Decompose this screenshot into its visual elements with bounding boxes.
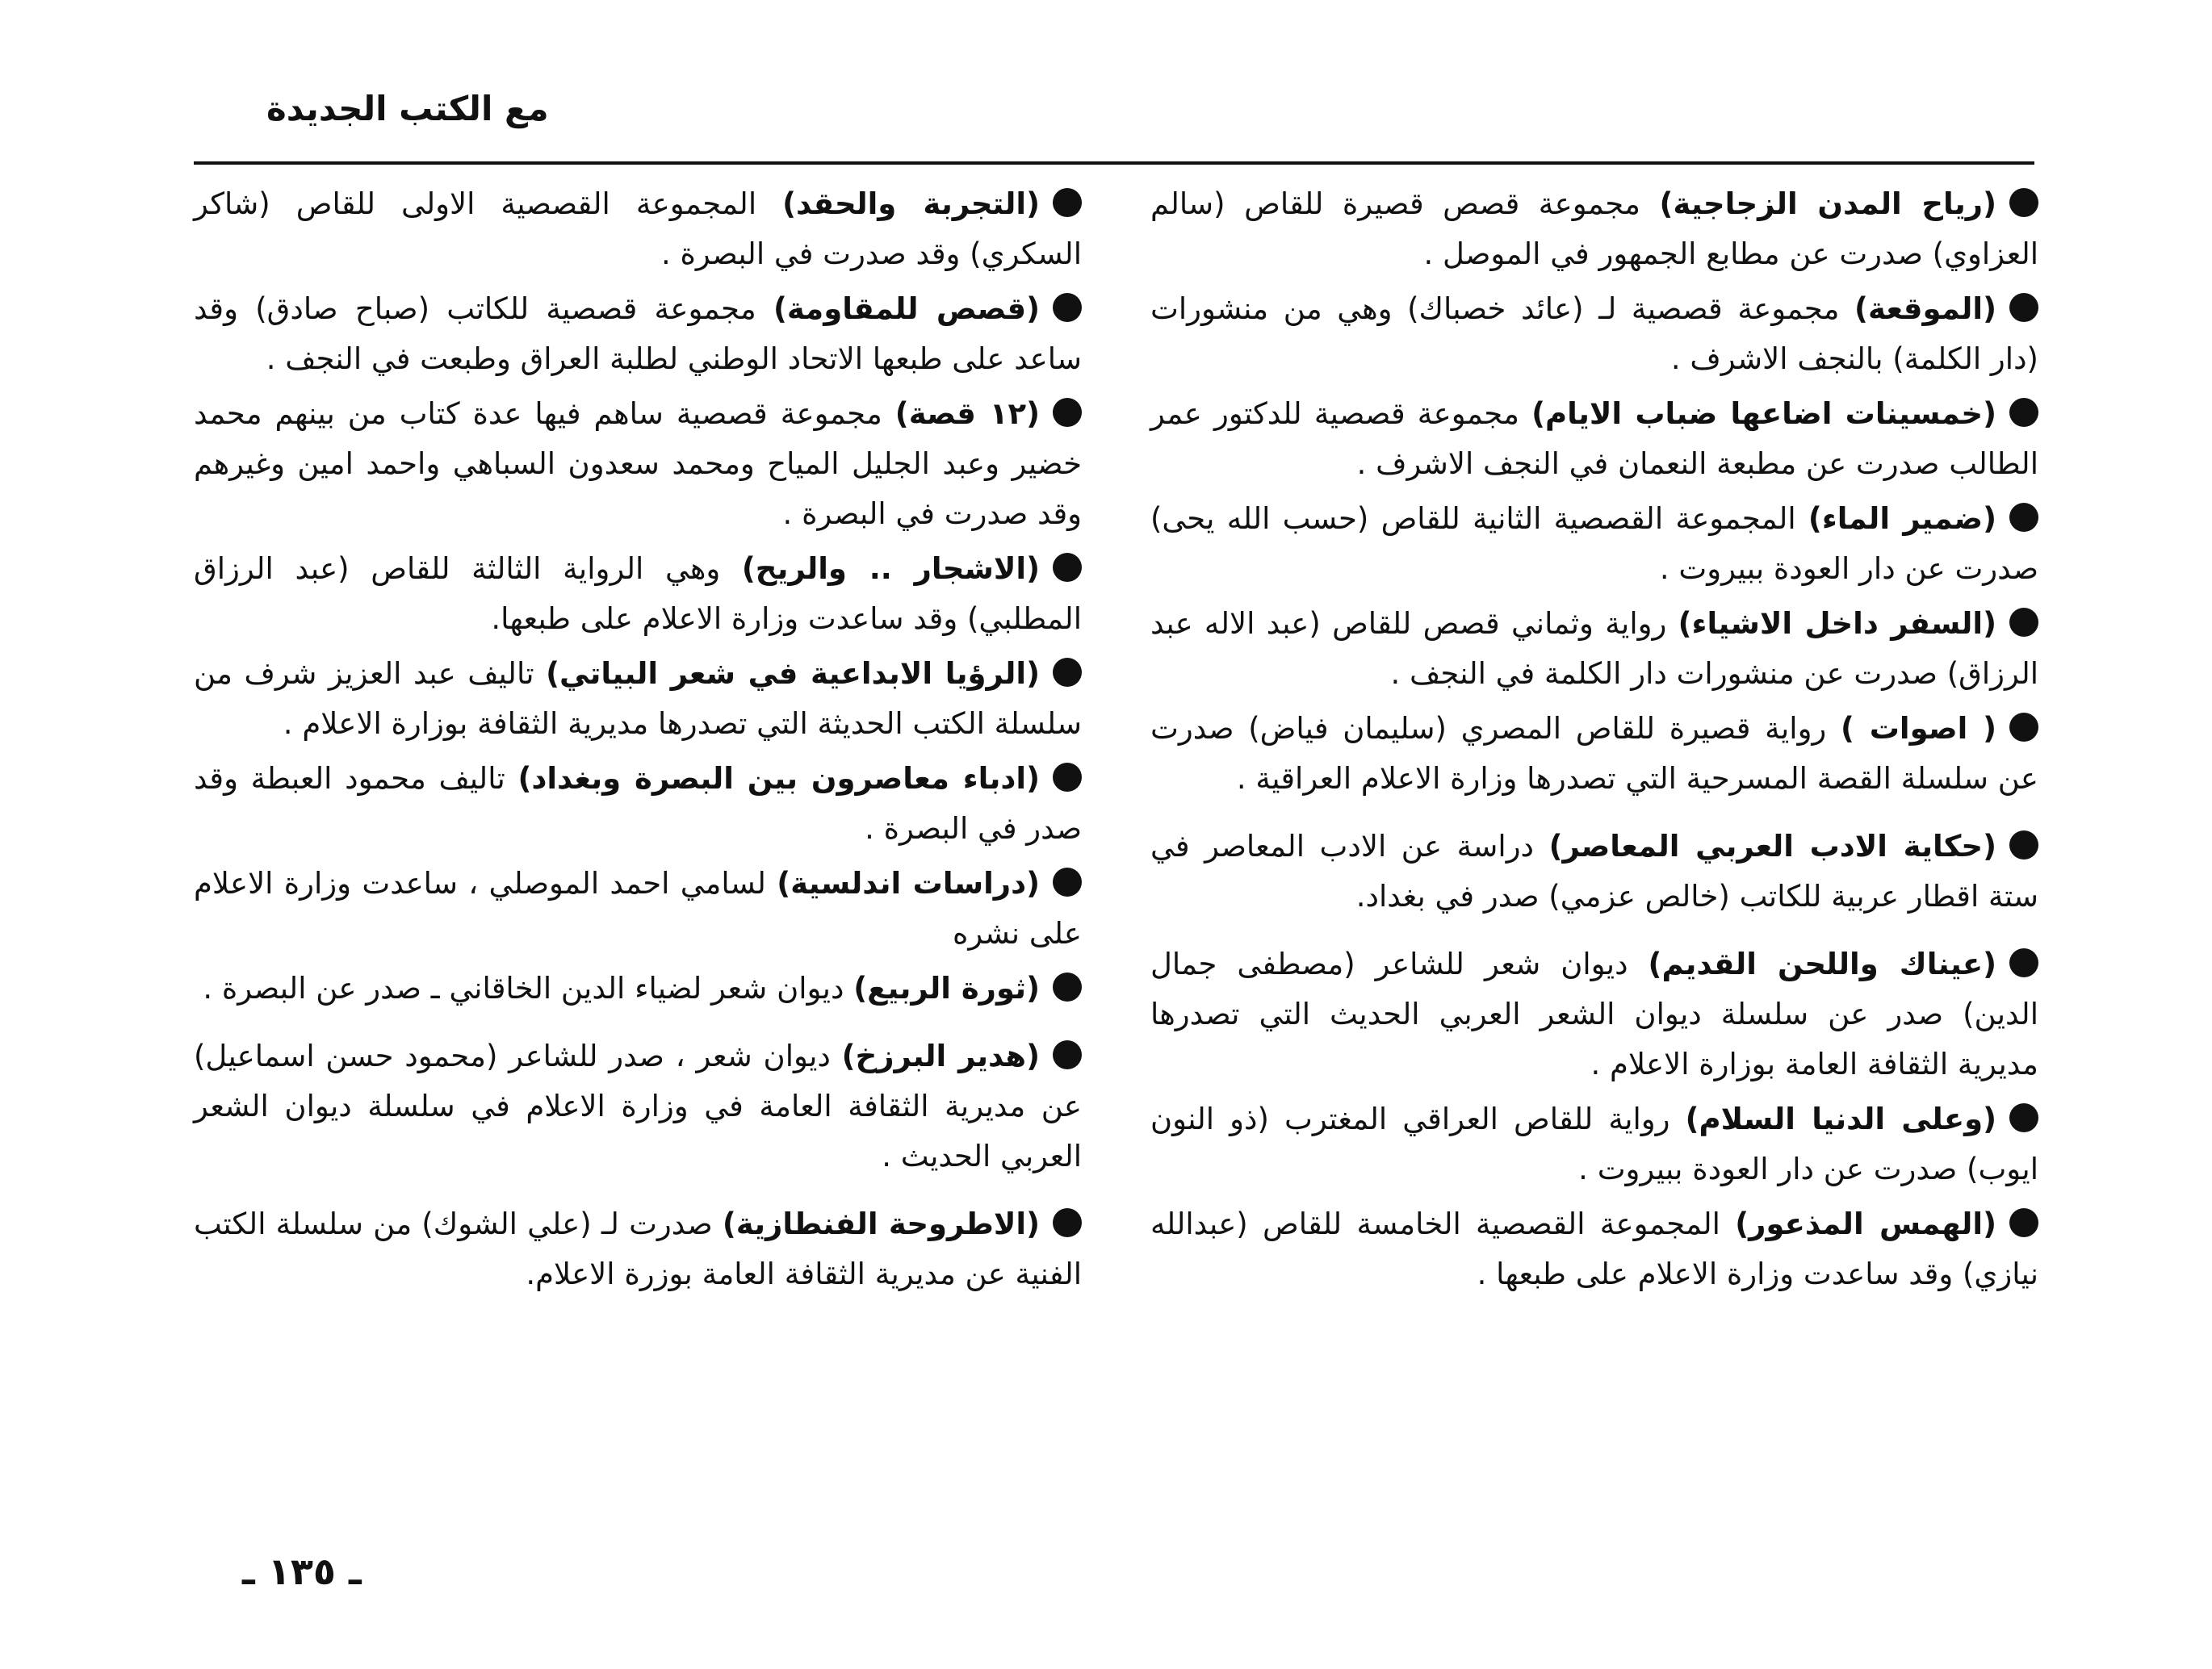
book-title: (رياح المدن الزجاجية) [1659,186,1997,221]
book-description: مجموعة قصصية لـ (عائد خصباك) وهي من منشورات (دار الكلمة) بالنجف الاشرف . [1150,291,2038,376]
book-title: (١٢ قصة) [894,396,1040,431]
bullet-icon [2009,1103,2038,1132]
book-entry [194,179,1082,279]
bullet-icon [2009,608,2038,637]
book-entry [1150,179,2038,279]
book-entry [194,1199,1082,1299]
page-number: ـ ١٣٥ ـ [242,1550,362,1593]
bullet-icon [1053,868,1082,897]
book-title: (هدير البرزخ) [841,1039,1040,1073]
book-description: رواية للقاص العراقي المغترب (ذو النون ايوب) صدرت عن دار العودة ببيروت . [1150,1102,2038,1186]
book-entry [194,649,1082,749]
right-column [1150,179,2038,1304]
book-title: (خمسينات اضاعها ضباب الايام) [1531,396,1996,431]
book-description: المجموعة القصصية الاولى للقاص (شاكر السكري) وقد صدرت في البصرة . [194,186,1082,271]
book-entry [194,754,1082,854]
book-description: رواية وثماني قصص للقاص (عبد الاله عبد الرزاق) صدرت عن منشورات دار الكلمة في النجف . [1150,606,2038,691]
book-description: وهي الرواية الثالثة للقاص (عبد الرزاق المطلبي) وقد ساعدت وزارة الاعلام على طبعها. [194,551,1082,636]
book-entry [194,389,1082,539]
book-entry [1150,822,2038,922]
book-title: ( اصوات ) [1841,711,1996,746]
book-description: مجموعة قصصية للكاتب (صباح صادق) وقد ساعد على طبعها الاتحاد الوطني لطلبة العراق وطبعت في النجف . [194,291,1082,376]
book-description: مجموعة قصصية للدكتور عمر الطالب صدرت عن مطبعة النعمان في النجف الاشرف . [1150,396,2038,481]
book-title: (قصص للمقاومة) [773,291,1040,326]
book-title: (وعلى الدنيا السلام) [1685,1102,1996,1136]
book-title: (الاطروحة الفنطازية) [722,1207,1040,1241]
book-title: (عيناك واللحن القديم) [1648,947,1997,981]
book-title: (دراسات اندلسية) [777,866,1040,901]
book-entry [1150,494,2038,594]
bullet-icon [1053,973,1082,1002]
bullet-icon [2009,713,2038,742]
book-description: ديوان شعر لضياء الدين الخاقاني ـ صدر عن البصرة . [203,971,854,1006]
book-description: ديوان شعر ، صدر للشاعر (محمود حسن اسماعيل) عن مديرية الثقافة العامة في وزارة الاعلام في سلسلة ديوان الشعر العربي الحديث . [194,1039,1082,1173]
book-entry [1150,389,2038,489]
book-entry [1150,1199,2038,1299]
book-description: صدرت لـ (علي الشوك) من سلسلة الكتب الفنية عن مديرية الثقافة العامة بوزرة الاعلام. [194,1207,1082,1291]
book-description: المجموعة القصصية الثانية للقاص (حسب الله يحى) صدرت عن دار العودة ببيروت . [1150,501,2038,586]
book-description: مجموعة قصص قصيرة للقاص (سالم العزاوي) صدرت عن مطابع الجمهور في الموصل . [1150,186,2038,271]
bullet-icon [2009,503,2038,532]
bullet-icon [2009,188,2038,217]
book-entry [1150,704,2038,804]
book-title: (ضمير الماء) [1808,501,1996,536]
book-description: لسامي احمد الموصلي ، ساعدت وزارة الاعلام على نشره [194,866,1082,951]
book-description: رواية قصيرة للقاص المصري (سليمان فياض) صدرت عن سلسلة القصة المسرحية التي تصدرها وزارة الاعلام العراقية . [1150,711,2038,796]
bullet-icon [1053,763,1082,792]
book-title: (السفر داخل الاشياء) [1678,606,1996,641]
book-entry [194,964,1082,1014]
bullet-icon [1053,1208,1082,1237]
bullet-icon [1053,1040,1082,1069]
book-title: (ادباء معاصرون بين البصرة وبغداد) [517,761,1040,796]
book-title: (الاشجار .. والريح) [741,551,1040,586]
book-entry [1150,599,2038,699]
book-description: ديوان شعر للشاعر (مصطفى جمال الدين) صدر عن سلسلة ديوان الشعر العربي الحديث التي تصدرها مديرية الثقافة العامة بوزارة الاعلام . [1150,947,2038,1081]
book-description: المجموعة القصصية الخامسة للقاص (عبدالله نيازي) وقد ساعدت وزارة الاعلام على طبعها . [1150,1207,2038,1291]
bullet-icon [1053,398,1082,427]
bullet-icon [1053,553,1082,582]
bullet-icon [2009,293,2038,322]
header-rule [194,161,2034,165]
book-title: (حكاية الادب العربي المعاصر) [1548,829,1996,864]
book-title: (الرؤيا الابداعية في شعر البياتي) [546,656,1041,691]
book-title: (الهمس المذعور) [1735,1207,1996,1241]
book-title: (التجربة والحقد) [782,186,1040,221]
bullet-icon [2009,948,2038,977]
book-entry [1150,1094,2038,1194]
book-description: دراسة عن الادب المعاصر في ستة اقطار عربية للكاتب (خالص عزمي) صدر في بغداد. [1150,829,2038,914]
book-title: (الموقعة) [1854,291,1996,326]
running-header: مع الكتب الجديدة [266,89,549,128]
book-entry [194,859,1082,959]
bullet-icon [1053,658,1082,687]
bullet-icon [2009,398,2038,427]
left-column [194,179,1082,1304]
book-entry [1150,939,2038,1090]
book-entry [194,1031,1082,1182]
book-entry [1150,284,2038,384]
bullet-icon [2009,1208,2038,1237]
book-entry [194,544,1082,644]
bullet-icon [1053,293,1082,322]
book-description: تاليف محمود العبطة وقد صدر في البصرة . [194,761,1082,846]
bullet-icon [2009,830,2038,860]
book-title: (ثورة الربيع) [853,971,1040,1006]
book-entry [194,284,1082,384]
book-description: تاليف عبد العزيز شرف من سلسلة الكتب الحديثة التي تصدرها مديرية الثقافة بوزارة الاعلام . [194,656,1082,741]
book-description: مجموعة قصصية ساهم فيها عدة كتاب من بينهم محمد خضير وعبد الجليل المياح ومحمد سعدون السباهي واحمد امين وغيرهم وقد صدرت في البصرة . [194,396,1082,531]
bullet-icon [1053,188,1082,217]
